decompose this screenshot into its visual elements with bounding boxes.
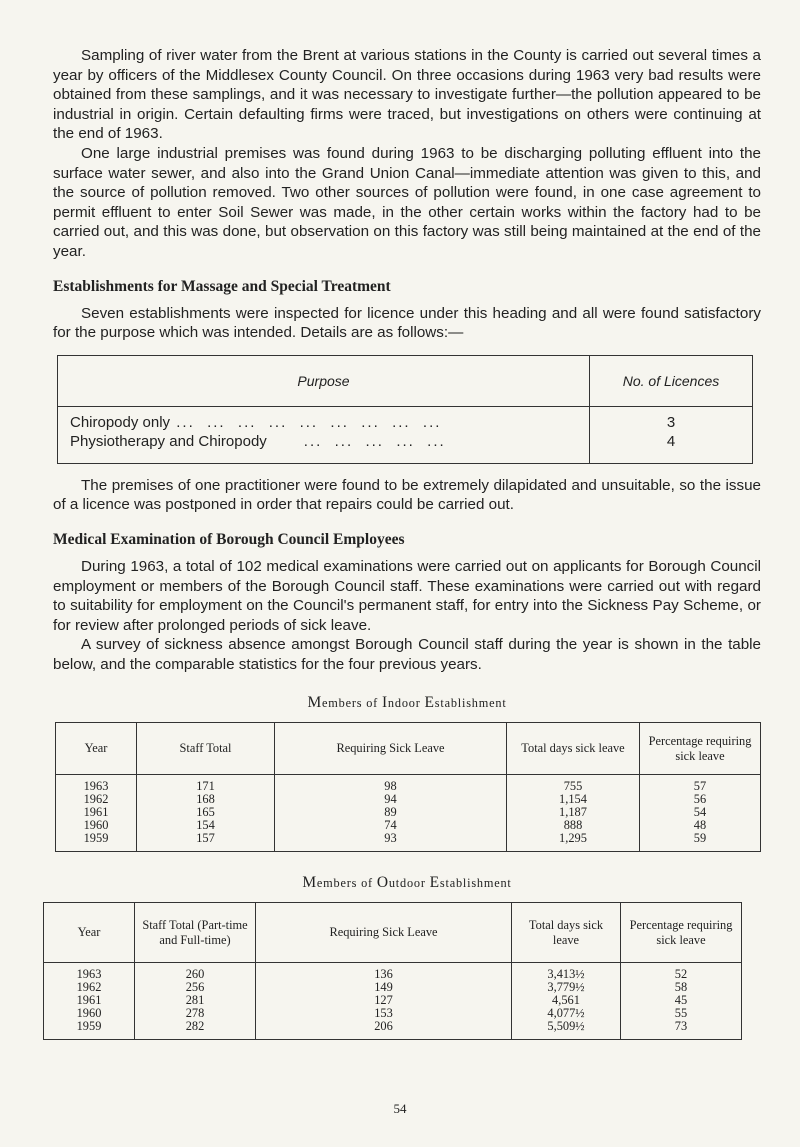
paragraph-massage-intro: Seven establishments were inspected for licence under this heading and all were found satisfactory for the purpose which was intended. Details are as follows:—: [53, 304, 761, 342]
indoor-cell-requiring: 98: [275, 775, 507, 794]
indoor-cell-days: 888: [507, 819, 640, 832]
indoor-cell-requiring: 89: [275, 806, 507, 819]
licences-count-cell: [590, 406, 753, 463]
outdoor-cell-year: 1963: [76, 967, 102, 982]
purpose-physio-chiropody: Physiotherapy and Chiropody: [70, 432, 267, 450]
outdoor-cell-staff: 281: [135, 994, 256, 1007]
outdoor-cell-percentage: 58: [621, 981, 742, 994]
outdoor-cell-percentage: 45: [621, 994, 742, 1007]
indoor-cell-days: 1,187: [507, 806, 640, 819]
outdoor-header-days: Total days sick leave: [512, 903, 621, 963]
outdoor-cell-requiring: 136: [256, 963, 512, 982]
outdoor-cell-staff: 256: [135, 981, 256, 994]
outdoor-cell-percentage: 55: [621, 1007, 742, 1020]
outdoor-header-percentage: Percentage requiring sick leave: [621, 903, 742, 963]
outdoor-cell-days: 5,509½: [512, 1020, 621, 1040]
purpose-chiropody: Chiropody only: [70, 413, 171, 431]
outdoor-table-row: [44, 963, 742, 982]
licences-header-count: No. of Licences: [590, 355, 753, 406]
outdoor-cell-year: 1960: [76, 1006, 102, 1021]
outdoor-cell-year: 1962: [76, 980, 102, 995]
outdoor-table-title: Members of Outdoor Establishment: [302, 874, 512, 892]
paragraph-premises: The premises of one practitioner were found to be extremely dilapidated and unsuitable, so the issue of a licence was postponed in order that repairs could be carried out.: [53, 476, 761, 514]
outdoor-cell-year: 1961: [76, 993, 102, 1008]
outdoor-cell-staff: 260: [135, 963, 256, 982]
indoor-cell-percentage: 57: [640, 775, 761, 794]
indoor-cell-year: 1963: [83, 779, 109, 794]
indoor-cell-percentage: 56: [640, 793, 761, 806]
indoor-cell-percentage: 54: [640, 806, 761, 819]
heading-medical: Medical Examination of Borough Council Employees: [53, 530, 405, 548]
outdoor-cell-year: 1959: [76, 1019, 102, 1034]
outdoor-cell-days: 4,561: [512, 994, 621, 1007]
outdoor-cell-days: 3,779½: [512, 981, 621, 994]
licences-purpose-cell: Chiropody only ... ... ... ... ... ... ... ... ... Physiotherapy and Chiropody ... ... ... ... ...: [70, 413, 446, 450]
indoor-cell-days: 755: [507, 775, 640, 794]
paragraph-medical-2: A survey of sickness absence amongst Borough Council staff during the year is shown in the table below, and the comparable statistics for the four previous years.: [53, 636, 761, 673]
heading-massage: Establishments for Massage and Special Treatment: [53, 277, 391, 295]
indoor-cell-requiring: 74: [275, 819, 507, 832]
indoor-table-row: [56, 775, 761, 794]
indoor-cell-year: 1962: [83, 792, 109, 807]
indoor-header-staff: Staff Total: [137, 723, 275, 775]
indoor-cell-days: 1,295: [507, 832, 640, 852]
paragraph-river-sampling: Sampling of river water from the Brent at various stations in the County is carried out several times a year by officers of the Middlesex County Council. On three occasions during 1963 very bad results were obtained from these samplings, and it was necessary to investigate further—the pollution appeared to be industrial in origin. Certain defaulting firms were traced, but investigations on others were continuing at the end of 1963.: [53, 47, 761, 143]
outdoor-cell-staff: 278: [135, 1007, 256, 1020]
outdoor-rows: [44, 963, 742, 1040]
paragraph-industrial-effluent: One large industrial premises was found during 1963 to be discharging polluting effluent into the surface water sewer, and also into the Grand Union Canal—immediate attention was given to this, and the source of pollution removed. Two other sources of pollution were found, in one case agreement to permit effluent to enter Soil Sewer was made, in the other certain works within the factory had to be carried out, and this was done, but observation on this factory was still being maintained at the end of the year.: [53, 144, 761, 260]
licences-chiropody: 3: [666, 413, 676, 431]
outdoor-cell-percentage: 52: [621, 963, 742, 982]
indoor-table-row: [56, 832, 761, 852]
outdoor-header-year: Year: [44, 903, 135, 963]
indoor-table-row: [56, 793, 761, 806]
outdoor-cell-requiring: 206: [256, 1020, 512, 1040]
indoor-table-row: [56, 806, 761, 819]
indoor-cell-year: 1959: [83, 831, 109, 846]
indoor-cell-staff: 157: [137, 832, 275, 852]
licences-table: [57, 355, 753, 464]
indoor-header-year: Year: [56, 723, 137, 775]
page-body: [53, 46, 761, 1040]
outdoor-table: [43, 902, 742, 1040]
indoor-cell-staff: 154: [137, 819, 275, 832]
paragraph-medical-1: During 1963, a total of 102 medical examinations were carried out on applicants for Borough Council employment or members of the Borough Council staff. These examinations were carried out with regard to suitability for employment on the Council's permanent staff, for entry into the Sickness Pay Scheme, or for review after prolonged periods of sick leave.: [53, 557, 761, 634]
indoor-cell-year: 1960: [83, 818, 109, 833]
indoor-table-row: [56, 819, 761, 832]
indoor-header-percentage: Percentage requiring sick leave: [640, 723, 761, 775]
indoor-table-title: Members of Indoor Establishment: [307, 694, 507, 712]
indoor-table: [55, 722, 761, 852]
indoor-header-days: Total days sick leave: [507, 723, 640, 775]
outdoor-header-staff: Staff Total (Part-time and Full-time): [135, 903, 256, 963]
outdoor-table-row: [44, 1020, 742, 1040]
indoor-cell-staff: 168: [137, 793, 275, 806]
licences-physio-chiropody: 4: [666, 432, 676, 450]
indoor-header-requiring: Requiring Sick Leave: [275, 723, 507, 775]
outdoor-cell-staff: 282: [135, 1020, 256, 1040]
indoor-cell-requiring: 94: [275, 793, 507, 806]
indoor-cell-staff: 171: [137, 775, 275, 794]
page-number: 54: [393, 1101, 407, 1116]
outdoor-cell-percentage: 73: [621, 1020, 742, 1040]
indoor-cell-percentage: 59: [640, 832, 761, 852]
outdoor-cell-requiring: 149: [256, 981, 512, 994]
outdoor-cell-requiring: 153: [256, 1007, 512, 1020]
indoor-rows: [56, 775, 761, 852]
outdoor-header-requiring: Requiring Sick Leave: [256, 903, 512, 963]
indoor-cell-percentage: 48: [640, 819, 761, 832]
indoor-cell-requiring: 93: [275, 832, 507, 852]
outdoor-cell-days: 4,077½: [512, 1007, 621, 1020]
indoor-cell-year: 1961: [83, 805, 109, 820]
outdoor-cell-days: 3,413½: [512, 963, 621, 982]
outdoor-cell-requiring: 127: [256, 994, 512, 1007]
indoor-cell-days: 1,154: [507, 793, 640, 806]
licences-header-purpose: Purpose: [58, 355, 590, 406]
indoor-cell-staff: 165: [137, 806, 275, 819]
